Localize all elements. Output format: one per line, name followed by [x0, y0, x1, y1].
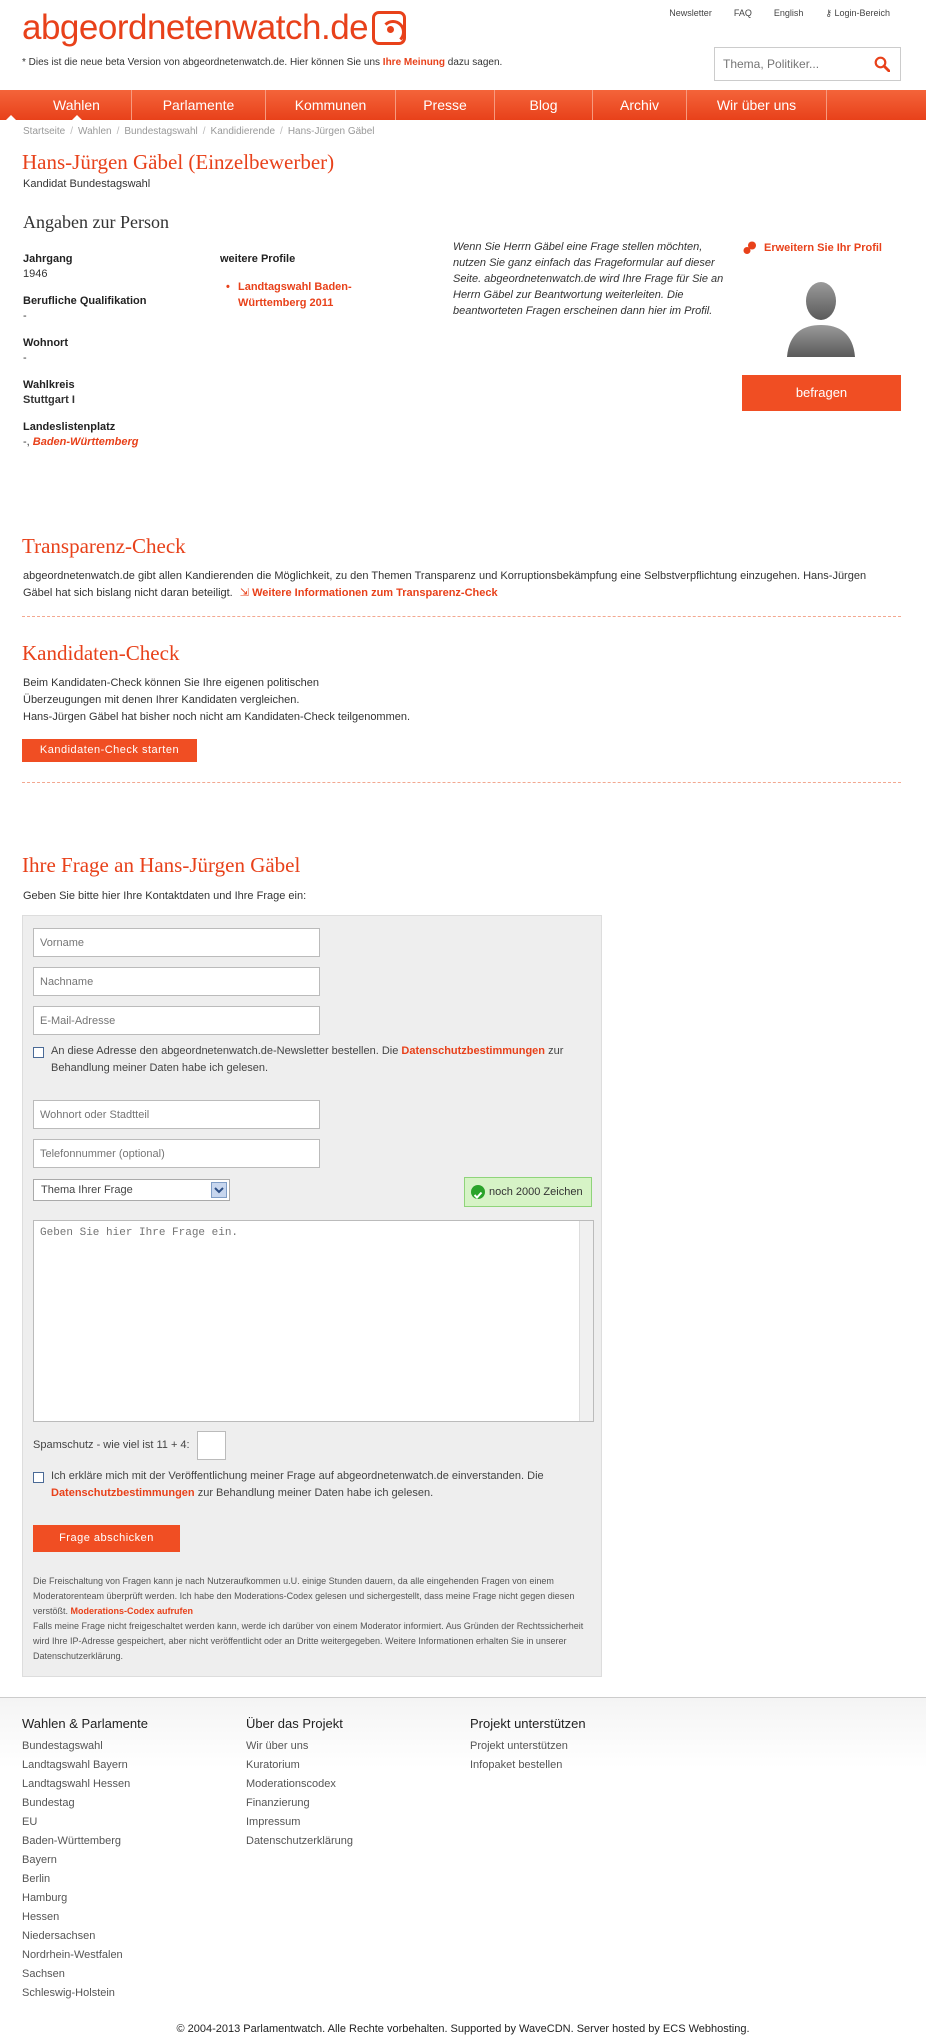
city-field[interactable]	[34, 1101, 319, 1128]
transparency-text: abgeordnetenwatch.de gibt allen Kandierenden die Möglichkeit, zu den Themen Transparenz und Korruptionsbekämpfung eine Selbstverpflichtung einzugehen. Hans-Jürgen Gäbel hat sich bislang nicht daran beteiligt. ⇲ Weitere Informationen zum Transparenz-Check	[23, 570, 867, 599]
person-details	[23, 253, 203, 463]
privacy-link[interactable]: Datenschutzbestimmungen	[401, 1045, 546, 1057]
footer-link[interactable]: Bundestagswahl	[22, 1740, 103, 1752]
breadcrumb: Startseite / Wahlen / Bundestagswahl / Kandidierende / Hans-Jürgen Gäbel	[23, 126, 375, 137]
footer-link[interactable]: Berlin	[22, 1873, 51, 1885]
footer-link[interactable]: Hessen	[22, 1911, 60, 1923]
key-icon: ⚷	[825, 8, 835, 18]
footer-link[interactable]: Projekt unterstützen	[470, 1740, 568, 1752]
more-profiles	[220, 253, 370, 311]
char-counter-badge: noch 2000 Zeichen	[464, 1177, 592, 1207]
footer-link[interactable]: Landtagswahl Bayern	[22, 1759, 128, 1771]
chevron-down-icon	[211, 1182, 227, 1198]
consent-privacy-link[interactable]: Datenschutzbestimmungen	[51, 1487, 195, 1499]
textarea-scrollbar[interactable]	[579, 1221, 593, 1421]
question-intro: Geben Sie bitte hier Ihre Kontaktdaten und Ihre Frage ein:	[23, 890, 307, 902]
email-field-wrap	[33, 1006, 320, 1035]
ask-info-text: Wenn Sie Herrn Gäbel eine Frage stellen möchten, nutzen Sie ganz einfach das Frageformular auf dieser Seite. abgeordnetenwatch.de wird Ihre Frage für Sie an Herrn Gäbel zur Beantwortung weiterleiten. Die beantworteten Fragen erscheinen dann hier im Profil.	[453, 241, 724, 317]
footer-link[interactable]: Bundestag	[22, 1797, 75, 1809]
topnav-newsletter[interactable]: Newsletter	[669, 8, 712, 18]
page-title: Hans-Jürgen Gäbel (Einzelbewerber)	[22, 150, 335, 174]
footer-link[interactable]: Hamburg	[22, 1892, 68, 1904]
nav-presse[interactable]: Presse	[396, 90, 495, 120]
more-profiles-list	[238, 279, 370, 311]
search-input[interactable]	[715, 48, 865, 80]
topnav-english[interactable]: English	[773, 8, 804, 18]
ask-question-button[interactable]: befragen	[742, 375, 901, 411]
footer-col-wahlen: Wahlen & Parlamente Bundestagswahl Landtagswahl Bayern Landtagswahl Hessen Bundestag EU Baden-Württemberg Bayern Berlin Hamburg Hessen Niedersachsen Nordrhein-Westfalen Sachsen Schleswig-Holstein	[22, 1716, 148, 2003]
field-qualifikation: Berufliche Qualifikation -	[23, 295, 147, 322]
edit-profile-icon	[743, 241, 757, 255]
breadcrumb-startseite[interactable]: Startseite	[23, 126, 66, 137]
topnav-faq[interactable]: FAQ	[733, 8, 752, 18]
nav-wahlen[interactable]: Wahlen	[22, 90, 132, 120]
phone-field-wrap	[33, 1139, 320, 1168]
site-logo[interactable]	[22, 8, 406, 48]
nav-parlamente[interactable]: Parlamente	[132, 90, 266, 120]
footer-link[interactable]: Niedersachsen	[22, 1930, 96, 1942]
lastname-field[interactable]	[34, 968, 319, 995]
question-form	[22, 915, 602, 1677]
footer-link[interactable]: Baden-Württemberg	[22, 1835, 122, 1847]
top-navigation	[669, 8, 890, 19]
info-link-icon: ⇲	[239, 587, 250, 599]
landesliste-link[interactable]: Baden-Württemberg	[32, 436, 139, 448]
candidate-type: Kandidat Bundestagswahl	[23, 178, 151, 190]
footer-link[interactable]: Finanzierung	[246, 1797, 310, 1809]
footer	[0, 1697, 926, 2007]
footer-link[interactable]: Landtagswahl Hessen	[22, 1778, 131, 1790]
more-profiles-label: weitere Profile	[220, 253, 296, 265]
field-wahlkreis: Wahlkreis Stuttgart I	[23, 379, 203, 406]
topnav-login[interactable]: ⚷ Login-Bereich	[825, 8, 890, 18]
transparency-title: Transparenz-Check	[22, 534, 186, 558]
footer-link[interactable]: EU	[22, 1816, 38, 1828]
footer-col-support: Projekt unterstützen Projekt unterstützen Infopaket bestellen	[470, 1716, 586, 1775]
search-box	[714, 47, 901, 81]
candidate-check-start-button[interactable]: Kandidaten-Check starten	[22, 739, 197, 762]
spam-label: Spamschutz - wie viel ist 11 + 4:	[33, 1439, 190, 1451]
submit-question-button[interactable]: Frage abschicken	[33, 1525, 180, 1552]
nav-spacer	[0, 90, 22, 120]
divider	[22, 616, 901, 617]
topic-select[interactable]: Thema Ihrer Frage	[33, 1179, 230, 1201]
divider	[22, 782, 901, 783]
nav-kommunen[interactable]: Kommunen	[266, 90, 396, 120]
footer-link[interactable]: Sachsen	[22, 1968, 65, 1980]
phone-field[interactable]	[34, 1140, 319, 1167]
city-field-wrap	[33, 1100, 320, 1129]
breadcrumb-current: Hans-Jürgen Gäbel	[287, 126, 375, 137]
candidate-check-title: Kandidaten-Check	[22, 641, 180, 665]
footer-link[interactable]: Schleswig-Holstein	[22, 1987, 115, 1999]
nav-archiv[interactable]: Archiv	[593, 90, 687, 120]
breadcrumb-bundestagswahl[interactable]: Bundestagswahl	[124, 126, 198, 137]
spam-answer-field[interactable]	[197, 1431, 226, 1460]
consent-label: Ich erkläre mich mit der Veröffentlichung meiner Frage auf abgeordnetenwatch.de einverstanden. Die Datenschutzbestimmungen zur Behandlung meiner Daten habe ich gelesen.	[51, 1470, 544, 1499]
form-notes: Die Freischaltung von Fragen kann je nach Nutzeraufkommen u.U. einige Stunden dauern, da alle eingehenden Fragen von einem Moderatorenteam überprüft werden. Ich habe den Moderations-Codex gelesen und sichergestellt, dass meine Frage nicht gegen diesen verstößt. Moderations-Codex aufrufen Falls meine Frage nicht freigeschaltet werden kann, werde ich darüber von einem Moderator informiert. Aus Gründen der Rechtssicherheit wird Ihre IP-Adresse gespeichert, aber nicht veröffentlicht oder an Dritte weitergegeben. Weitere Informationen erhalten Sie in unserer Datenschutzerklärung.	[33, 1576, 584, 1661]
footer-link[interactable]: Bayern	[22, 1854, 57, 1866]
question-textarea-wrap	[33, 1220, 594, 1422]
check-icon	[471, 1185, 485, 1199]
logo-text: abgeordnetenwatch.de	[22, 8, 369, 47]
breadcrumb-wahlen[interactable]: Wahlen	[78, 126, 112, 137]
wahlkreis-link[interactable]: Stuttgart I	[23, 394, 75, 406]
newsletter-checkbox[interactable]	[33, 1047, 44, 1058]
field-landesliste: Landeslistenplatz -, Baden-Württemberg	[23, 421, 139, 448]
field-jahrgang: Jahrgang 1946	[23, 253, 73, 280]
footer-link[interactable]: Nordrhein-Westfalen	[22, 1949, 123, 1961]
footer-col-projekt: Über das Projekt Wir über uns Kuratorium Moderationscodex Finanzierung Impressum Datenschutzerklärung	[246, 1716, 353, 1851]
firstname-field[interactable]	[34, 929, 319, 956]
consent-checkbox[interactable]	[33, 1472, 44, 1483]
search-icon[interactable]	[874, 56, 890, 72]
footer-link[interactable]: Kuratorium	[246, 1759, 300, 1771]
question-title: Ihre Frage an Hans-Jürgen Gäbel	[22, 853, 301, 877]
moderation-codex-link[interactable]: Moderations-Codex aufrufen	[70, 1606, 194, 1616]
footer-link[interactable]: Infopaket bestellen	[470, 1759, 563, 1771]
nav-wir-ueber-uns[interactable]: Wir über uns	[687, 90, 827, 120]
breadcrumb-kandidierende[interactable]: Kandidierende	[210, 126, 276, 137]
question-textarea[interactable]	[34, 1221, 579, 1411]
copyright: © 2004-2013 Parlamentwatch. Alle Rechte vorbehalten. Supported by WaveCDN. Server hosted by ECS Webhosting.	[176, 2023, 750, 2035]
extend-profile-link[interactable]: Erweitern Sie Ihr Profil	[743, 241, 882, 255]
footer-link[interactable]: Moderationscodex	[246, 1778, 336, 1790]
nav-blog[interactable]: Blog	[495, 90, 593, 120]
footer-link[interactable]: Datenschutzerklärung	[246, 1835, 354, 1847]
beta-note: * Dies ist die neue beta Version von abgeordnetenwatch.de. Hier können Sie uns Ihre Meinung dazu sagen.	[22, 57, 503, 68]
firstname-field-wrap	[33, 928, 320, 957]
avatar-placeholder	[785, 275, 857, 357]
profile-link-ltw-bw-2011[interactable]: • Landtagswahl Baden-Württemberg 2011	[238, 279, 370, 311]
footer-link[interactable]: Wir über uns	[246, 1740, 309, 1752]
person-section-title: Angaben zur Person	[23, 212, 169, 232]
main-navigation	[0, 90, 926, 120]
newsletter-label: An diese Adresse den abgeordnetenwatch.de-Newsletter bestellen. Die Datenschutzbestimmungen zur Behandlung meiner Daten habe ich gelesen.	[51, 1045, 564, 1074]
lastname-field-wrap	[33, 967, 320, 996]
field-wohnort: Wohnort -	[23, 337, 69, 364]
logo-eye-icon	[372, 11, 406, 45]
candidate-check-text: Beim Kandidaten-Check können Sie Ihre eigenen politischen Überzeugungen mit denen Ihrer Kandidaten vergleichen. Hans-Jürgen Gäbel hat bisher noch nicht am Kandidaten-Check teilgenommen.	[23, 677, 411, 723]
header	[0, 0, 926, 90]
email-field[interactable]	[34, 1007, 319, 1034]
transparency-info-link[interactable]: Weitere Informationen zum Transparenz-Check	[252, 587, 498, 599]
feedback-link[interactable]: Ihre Meinung	[382, 57, 446, 68]
footer-link[interactable]: Impressum	[246, 1816, 301, 1828]
